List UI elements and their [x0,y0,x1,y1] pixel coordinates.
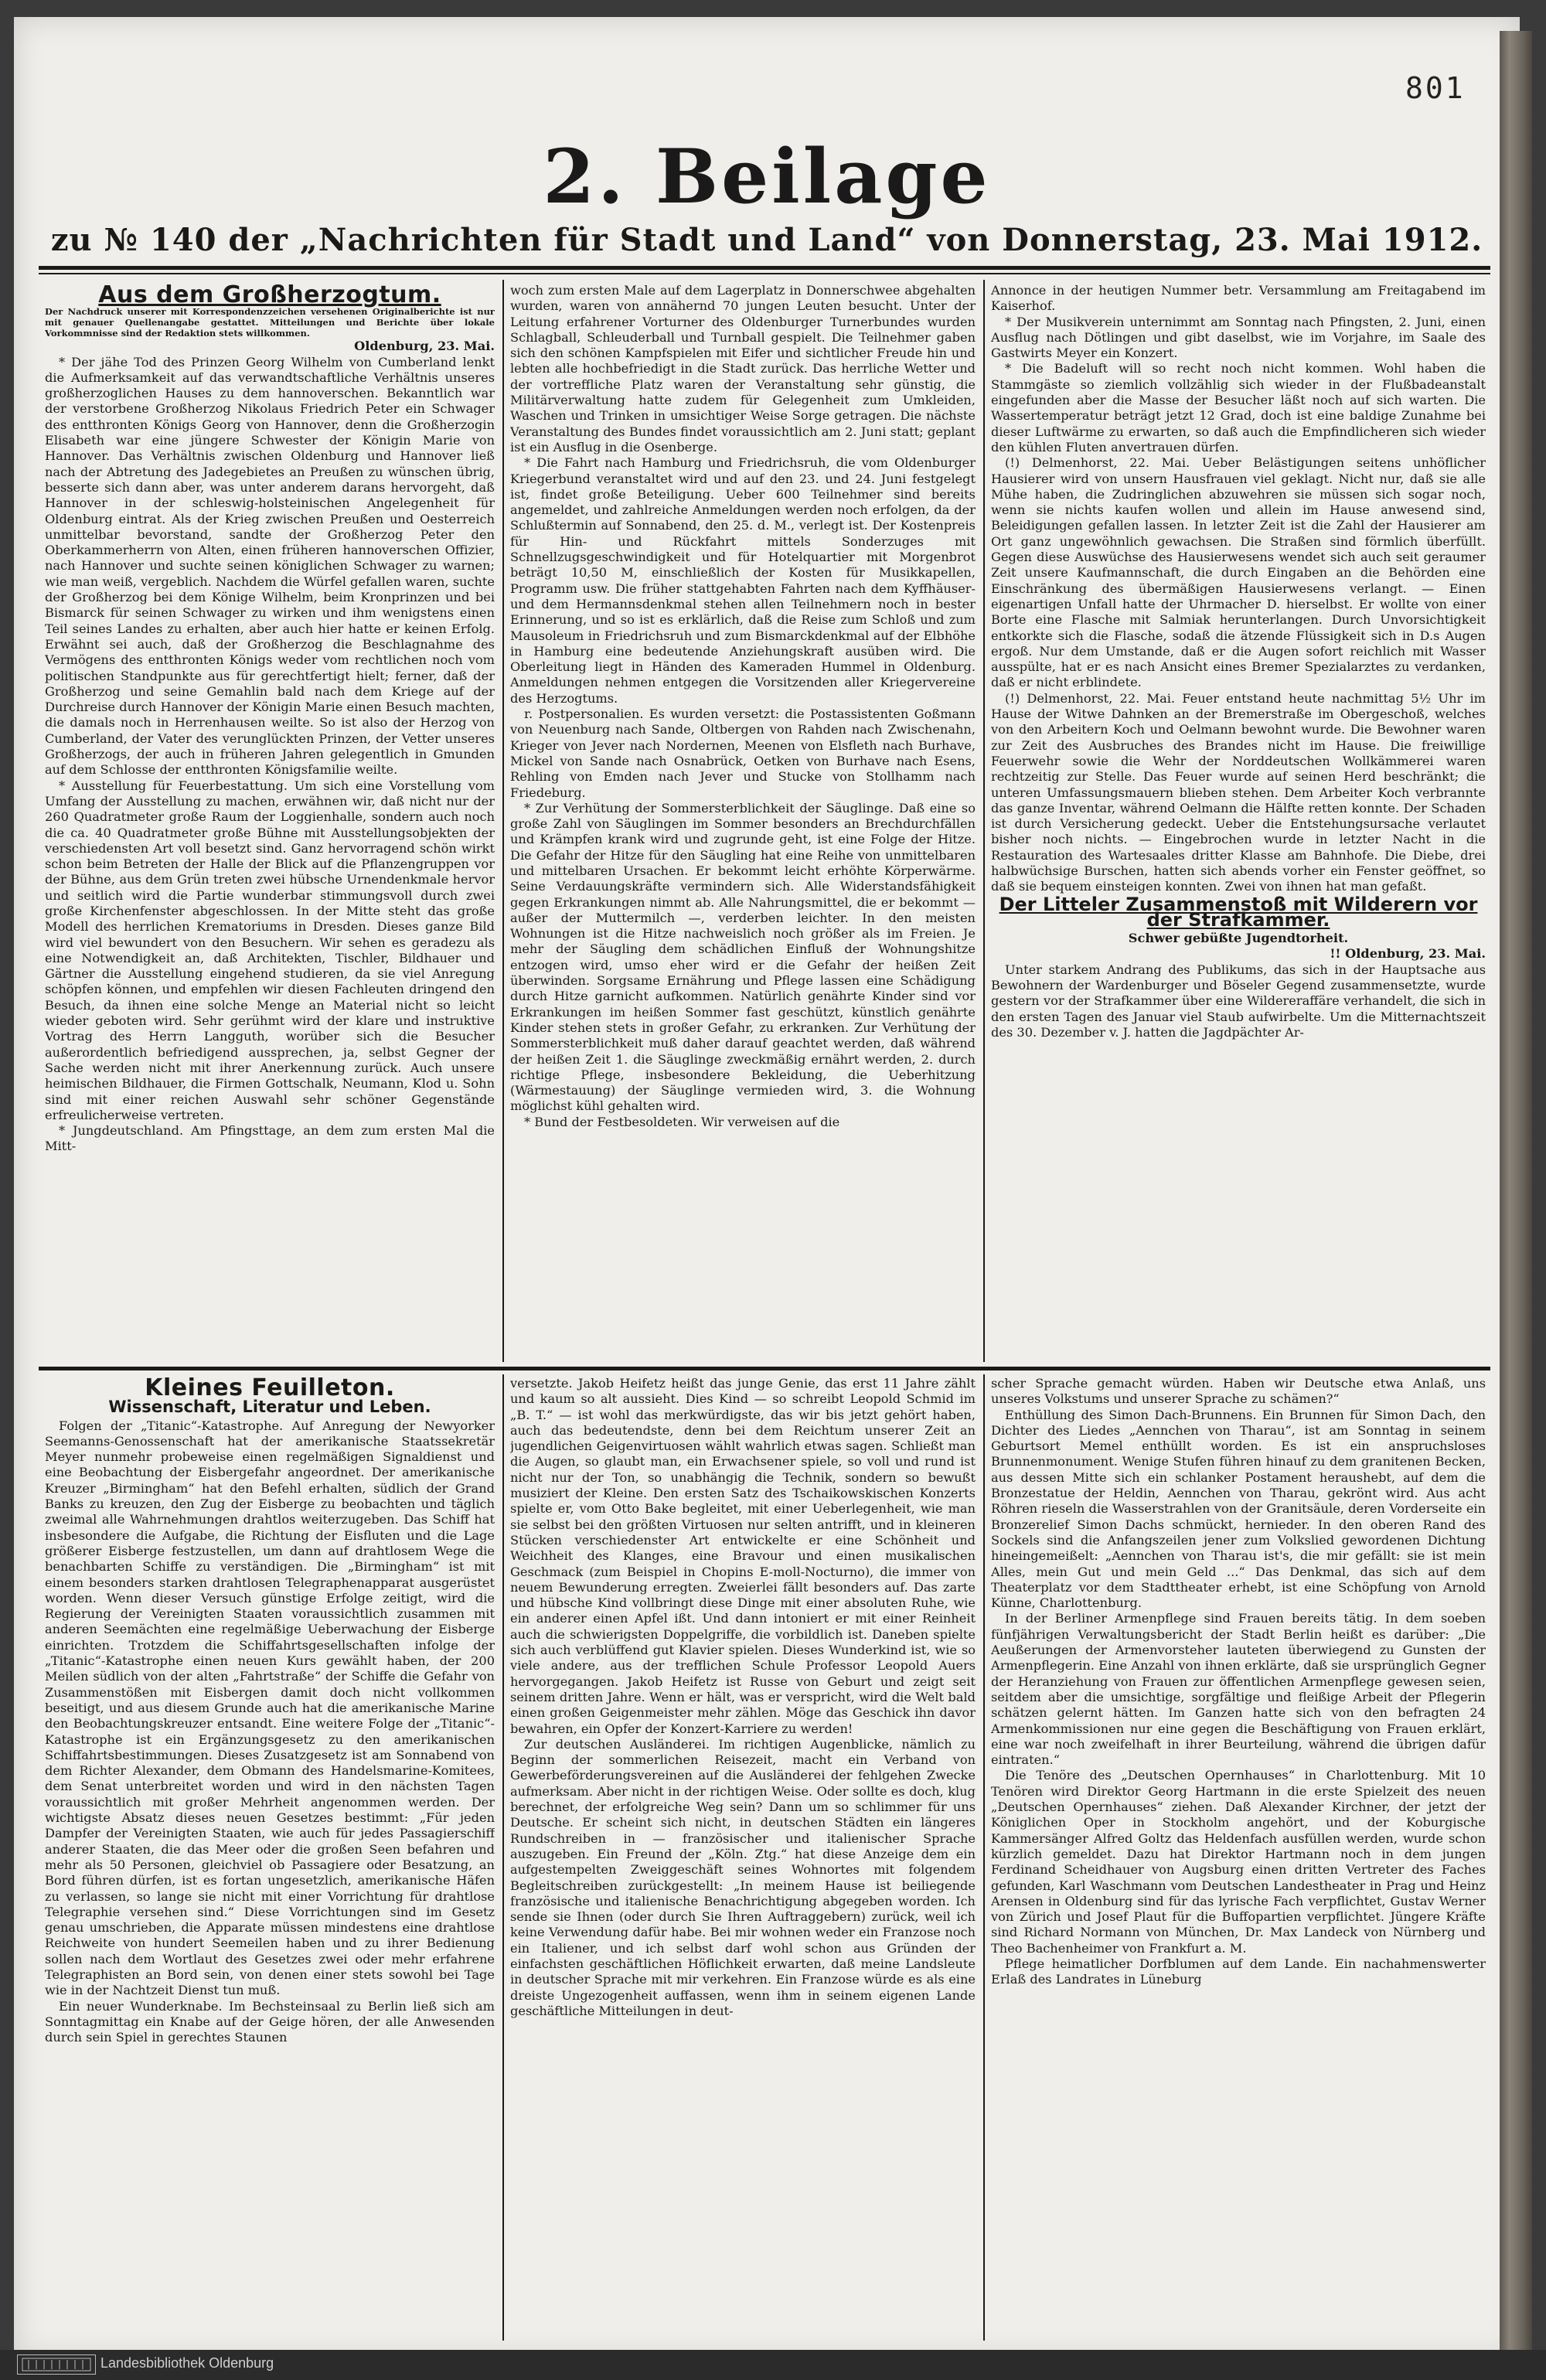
library-label: Landesbibliothek Oldenburg [100,2355,274,2371]
feuilleton-rule [39,1367,1490,1370]
dateline: Oldenburg, 23. Mai. [354,339,495,354]
page-edge [1500,31,1532,2350]
article-dorfblumen: Pflege heimatlicher Dorfblumen auf dem Lande. Ein nachahmenswerter Erlaß des Landrates in Lüneburg [991,1956,1486,1987]
article-hamburg-fahrt: * Die Fahrt nach Hamburg und Friedrichsruh, die vom Oldenburger Kriegerbund veranstaltet wird und auf den 23. und 24. Juni festgelegt ist, findet große Beteiligung. Ueber 600 Teilnehmer sind bereits angemeldet, und zahlreiche Anmeldungen werden noch erfolgen, da der Schlußtermin auf Sonnabend, den 25. d. M., verlegt ist. Der Kostenpreis für Hin- und Rückfahrt mittels Sonderzuges mit Schnellzugsgeschwindigkeit und für Hotelquartier mit Morgenbrot beträgt 10,50 M, einschließlich der Kosten für Musikkapellen, Programm usw. Die früher stattgehabten Fahrten nach dem Kyffhäuser- und dem Hermannsdenkmal stehen allen Teilnehmern noch in bester Erinnerung, und so ist es erklärlich, daß die Reise zum Schloß und zum Mausoleum in Friedrichsruh und zum Bismarckdenkmal auf der Elbhöhe in Hamburg eine bedeutende Anziehungskraft ausüben wird. Die Oberleitung liegt in Händen des Kameraden Hummel in Oldenburg. Anmeldungen nehmen entgegen die Vorsitzenden aller Kriegervereine des Herzogtums. [510,455,976,706]
supplement-subtitle: zu № 140 der „Nachrichten für Stadt und Land“ von Donnerstag, 23. Mai 1912. [50,222,1483,258]
article-jungdeutschland: * Jungdeutschland. Am Pfingsttage, an dem zum ersten Mal die Mitt- [45,1123,495,1154]
column-divider [502,1374,504,2341]
article-badeluft: * Die Badeluft will so recht noch nicht kommen. Wohl haben die Stammgäste so ziemlich vollzählig sich wieder in der Flußbadeanstalt eingefunden aber die Masse der Besucher läßt noch auf sich warten. Die Wassertemperatur beträgt jetzt 12 Grad, doch ist eine baldige Zunahme bei dieser Luftwärme zu erwarten, so daß auch die Empfindlicheren sich wieder den kühlen Fluten anvertrauen dürfen. [991,361,1486,455]
article-titanic: Folgen der „Titanic“-Katastrophe. Auf Anregung der Newyorker Seemanns-Genossenschaft hat der amerikanische Staatssekretär Meyer nunmehr probeweise einen regelmäßigen Signaldienst und eine Beobachtung der Eisbergefahr angeordnet. Der amerikanische Kreuzer „Birmingham“ hat den Befehl erhalten, südlich der Grand Banks zu kreuzen, den Zug der Eisberge zu beobachten und täglich zweimal alle Wahrnehmungen drahtlos weiterzugeben. Das Schiff hat insbesondere die Aufgabe, die Richtung der Eisfluten und die Lage größerer Eisberge festzustellen, um dann auf drahtlosem Wege die benachbarten Schiffe zu verständigen. Die „Birmingham“ ist mit einem besonders starken drahtlosen Telegraphenapparat ausgerüstet worden. Wenn dieser Versuch günstige Erfolge zeitigt, wird die Regierung der Vereinigten Staaten voraussichtlich zusammen mit anderen Seemächten eine regelmäßige Ueberwachung der Eisberge einrichten. Trotzdem die Schiffahrtsgesellschaften infolge der „Titanic“-Katastrophe einen neuen Kurs gewählt haben, der 200 Meilen südlich von der alten „Fahrtstraße“ der Schiffe die Gefahr von Zusammenstößen mit Eisbergen damit doch nicht vollkommen beseitigt, und aus diesem Grunde auch hat die amerikanische Marine den Beobachtungskreuzer entsandt. Eine weitere Folge der „Titanic“-Katastrophe ist ein Ergänzungsgesetz zu den amerikanischen Schiffahrtsbestimmungen. Dieses Zusatzgesetz ist am Sonnabend von dem Richter Alexander, dem Obmann des Handelsmarine-Komitees, dem Senat unterbreitet worden und wird in den nächsten Tagen voraussichtlich mit großer Mehrheit angenommen werden. Der wichtigste Absatz dieses neuen Gesetzes bestimmt: „Für jeden Dampfer der Vereinigten Staaten, wie auch für jedes Passagierschiff anderer Staaten, die das Meer oder die großen Seen befahren und mehr als 50 Personen, gleichviel ob Passagiere oder Besatzung, an Bord führen dürfen, ist es fortan ungesetzlich, amerikanische Häfen zu verlassen, so lange sie nicht mit einer Vorrichtung für drahtlose Telegraphie versehen sind.“ Diese Vorrichtungen sind im Gesetz genau umschrieben, die Apparate müssen mindestens eine drahtlose Reichweite von hundert Seemeilen haben und zu ihrer Bedienung sollen nach dem Wortlaut des Gesetzes zwei oder mehr erfahrene Telegraphisten an Bord sein, von denen einer stets sowohl bei Tage wie in der Nachtzeit Dienst tun muß. [45,1418,495,1998]
article-auslaenderei-cont: scher Sprache gemacht würden. Haben wir Deutsche etwa Anlaß, uns unseres Volkstums und unserer Sprache zu schämen?“ [991,1376,1486,1407]
article-annonce: Annonce in der heutigen Nummer betr. Versammlung am Freitagabend im Kaiserhof. [991,283,1486,314]
article-delmenhorst-feuer: (!) Delmenhorst, 22. Mai. Feuer entstand heute nachmittag 5½ Uhr im Hause der Witwe Dahnken an der Bremerstraße im Obergeschoß, welches von den Arbeitern Koch und Oelmann bewohnt wurde. Die Bewohner waren zur Zeit des Ausbruches des Brandes nicht im Hause. Die freiwillige Feuerwehr sowie die Wehr der Norddeutschen Wollkämmerei waren rechtzeitig zur Stelle. Das Feuer wurde auf seinen Herd beschränkt; die unteren Umfassungsmauern blieben stehen. Dem Arbeiter Koch verbrannte das ganze Inventar, während Oelmann die Hälfte retten konnte. Der Schaden ist durch Versicherung gedeckt. Ueber die Entstehungsursache verlautet bisher noch nichts. — Eingebrochen wurde in letzter Nacht in die Restauration des Wartesaales dritter Klasse am Bahnhofe. Die Diebe, drei halbwüchsige Burschen, hatten sich abends vorher ein Fenster geöffnet, so daß sie bequem einsteigen konnten. Zwei von ihnen hat man gefaßt. [991,690,1486,894]
feuilleton-column-1 [45,1376,495,2334]
feuilleton-column-2 [510,1376,976,2334]
column-1 [45,283,495,1364]
feuilleton-column-3 [991,1376,1486,2334]
column-3 [991,283,1486,1364]
article-heading-wilderer: Der Litteler Zusammenstoß mit Wilderern vor der Strafkammer. [999,893,1478,931]
feuilleton-heading: Kleines Feuilleton. [145,1376,395,1401]
article-armenpflege: In der Berliner Armenpflege sind Frauen bereits tätig. In dem soeben fünfjährigen Verwaltungsbericht der Stadt Berlin heißt es darüber: „Die Aeußerungen der Armenvorsteher lauteten überwiegend zu Gunsten der Armenpflegerin. Eine Anzahl von ihnen erklärte, daß sie ursprünglich Gegner der Heranziehung von Frauen zur öffentlichen Armenpflege gewesen seien, seitdem aber die umsichtige, sorgfältige und fleißige Arbeit der Pflegerin schätzen gelernt hätten. Im Ganzen hatte sich von den befragten 24 Armenkommissionen nur eine gegen die Beschäftigung von Frauen erklärt, eine war noch zweifelhaft in ihrer Beurteilung, während die übrigen dafür eintraten.“ [991,1611,1486,1768]
article-wilderer: Unter starkem Andrang des Publikums, das sich in der Hauptsache aus Bewohnern der Wardenburger und Böseler Gegend zusammensetzte, wurde gestern vor der Strafkammer über eine Wildereraffäre verhandelt, die sich in den ersten Tagen des Januar viel Staub aufwirbelte. Um die Mitternachtszeit des 30. Dezember v. J. hatten die Jagdpächter Ar- [991,962,1486,1040]
article-wunderknabe: Ein neuer Wunderknabe. Im Bechsteinsaal zu Berlin ließ sich am Sonntagmittag ein Knabe auf der Geige hören, der alle Anwesenden durch sein Spiel in gerechtes Staunen [45,1998,495,2045]
article-saeuglinge: * Zur Verhütung der Sommersterblichkeit der Säuglinge. Daß eine so große Zahl von Säuglingen im Sommer besonders an Brechdurchfällen und Krämpfen krank wird und zugrunde geht, ist eine Folge der Hitze. Die Gefahr der Hitze für den Säugling hat eine Reihe von unmittelbaren und mittelbaren Ursachen. Er bekommt leicht erhöhte Körperwärme. Seine Verdauungskräfte vermindern sich. Alle Widerstandsfähigkeit gegen Erkrankungen nimmt ab. Alle Nahrungsmittel, die er bekommt — außer der Muttermilch —, verderben leichter. In den meisten Wohnungen ist die Hitze nachweislich noch größer als im Freien. Je mehr der Säugling dem schädlichen Einfluß der Wohnungshitze entzogen wird, umso eher wird er die Gefahr der heißen Zeit überwinden. Sorgsame Ernährung und Pflege lassen eine Schädigung durch Hitze garnicht aufkommen. Natürlich genährte Kinder sind vor Erkrankungen im heißen Sommer fast geschützt, künstlich genährte Kinder stehen stets in großer Gefahr, zu erkranken. Zur Verhütung der Sommersterblichkeit muß daher darauf geachtet werden, daß während der heißen Zeit 1. die Säuglinge zweckmäßig ernährt werden, 2. durch richtige Pflege, insbesondere Bekleidung, die Ueberhitzung (Wärmestauung) der Säuglinge vermieden wird, 3. die Wohnung möglichst kühl gehalten wird. [510,800,976,1114]
article-festbesoldete: * Bund der Festbesoldeten. Wir verweisen auf die [524,1114,840,1129]
article-subheading: Schwer gebüßte Jugendtorheit. [1128,931,1349,946]
dateline: !! Oldenburg, 23. Mai. [1330,946,1486,962]
article-simon-dach: Enthüllung des Simon Dach-Brunnens. Ein Brunnen für Simon Dach, den Dichter des Liedes „Aennchen von Tharau“, ist am Sonntag in seinem Geburtsort Memel enthüllt worden. Es ist ein anspruchsloses Brunnenmonument. Wenige Stufen führen hinauf zu dem granitenen Becken, aus dessen Mitte sich ein schlanker Postament heraushebt, auf dem die Bronzestatue der Heldin, Aennchen von Tharau, gekrönt wird. Aus acht Röhren rieseln die Wasserstrahlen von der Granitsäule, deren Vorderseite ein Bronzerelief Simon Dachs schmückt, hernieder. In den oberen Rand des Sockels sind die Anfangszeilen jener zum Volkslied gewordenen Dichtung hineingemeißelt: „Aennchen von Tharau ist's, die mir gefällt: sie ist mein Alles, mein Gut und mein Geld ...“ Das Denkmal, das sich auf dem Theaterplatz vor dem Stadttheater erhebt, ist eine Schöpfung von Arnold Künne, Charlottenburg. [991,1407,1486,1611]
article-cumberland: * Der jähe Tod des Prinzen Georg Wilhelm von Cumberland lenkt die Aufmerksamkeit auf das verwandtschaftliche Verhältnis unseres großherzoglichen Hauses zu dem hannoverschen. Bekanntlich war der verstorbene Großherzog Nikolaus Friedrich Peter ein Schwager des entthronten Königs Georg von Hannover, denn die Großherzogin Elisabeth war eine jüngere Schwester der Königin Marie von Hannover. Das Verhältnis zwischen Oldenburg und Hannover ließ nach der Abtretung des Jadegebietes an Preußen zu wünschen übrig, besserte sich dann aber, was unter anderem darans hervorgeht, daß Hannover in der schleswig-holsteinischen Angelegenheit für Oldenburg eintrat. Als der Krieg zwischen Preußen und Oesterreich unmittelbar bevorstand, sandte der Großherzog Peter den Oberkammerherrn von Alten, einen früheren hannoverschen Offizier, nach Hannover und suchte seinen königlichen Schwager zu warnen; wie man weiß, vergeblich. Nachdem die Würfel gefallen waren, suchte der Großherzog bei dem Könige Wilhelm, beim Kronprinzen und bei Bismarck für seinen Schwager zu wirken und ihm wenigstens einen Teil seines Landes zu erhalten, aber auch hier hatte er keinen Erfolg. Erwähnt sei auch, daß der Großherzog die Beschlagnahme des Vermögens des entthronten Königs weder vom rechtlichen noch vom politischen Standpunkte aus für gerechtfertigt hielt; ferner, daß der Großherzog und seine Gemahlin bald nach dem Kriege auf der Durchreise durch Hannover der Königin Marie einen Besuch machten, die damals noch in Herrenhausen weilte. So ist also der Herzog von Cumberland, der Vater des verunglückten Prinzen, der Vetter unseres Großherzogs, der auch in früheren Jahren gelegentlich in Gmunden auf dem Schlosse der entthronten Königsfamilie weilte. [45,354,495,778]
header-rule-thin [39,273,1490,274]
column-divider [983,280,985,1362]
header-rule [39,266,1490,270]
page-number: 801 [1405,71,1466,105]
library-logo-icon [17,2354,96,2375]
article-tenoere: Die Tenöre des „Deutschen Opernhauses“ in Charlottenburg. Mit 10 Tenören wird Direktor Georg Hartmann in die erste Spielzeit des neuen „Deutschen Opernhauses“ ziehen. Daß Alexander Kirchner, der jetzt der Königlichen Oper in Stockholm angehört, und der Koburgische Kammersänger Alfred Goltz das Heldenfach ausfüllen werden, wurde schon kürzlich gemeldet. Dazu hat Direktor Hartmann noch in dem jungen Ferdinand Scheidhauer von Augsburg einen dritten Vertreter des Faches gefunden, Karl Waschmann vom Deutschen Landestheater in Prag und Heinz Arensen in Oldenburg sind für das lyrische Fach verpflichtet, Gustav Werner von Zürich und Josef Plaut für die Buffopartien verpflichtet. Jüngere Kräfte sind Richard Normann von München, Dr. Max Landeck von Nürnberg und Theo Bachenheimer von Frankfurt a. M. [991,1768,1486,1956]
reprint-notice: Der Nachdruck unserer mit Korrespondenzzeichen versehenen Originalberichte ist nur mit genauer Quellenangabe gestattet. Mitteilungen und Berichte über lokale Vorkommnisse sind der Redaktion stets willkommen. [45,306,495,339]
column-divider [502,280,504,1362]
newspaper-page [14,17,1520,2359]
section-heading: Aus dem Großherzogtum. [98,283,441,308]
article-musikverein: * Der Musikverein unternimmt am Sonntag nach Pfingsten, 2. Juni, einen Ausflug nach Dötlingen und gibt daselbst, wie im Vorjahre, im Saale des Gastwirts Meyer ein Konzert. [991,314,1486,361]
feuilleton-subheading: Wissenschaft, Literatur und Leben. [108,1398,431,1417]
column-divider [983,1374,985,2341]
supplement-title: 2. Beilage [543,133,991,220]
article-postpersonalien: r. Postpersonalien. Es wurden versetzt: die Postassistenten Goßmann von Neuenburg nach Sande, Oltbergen von Rahden nach Zwischenahn, Krieger von Jever nach Nordernen, Meenen von Elsfleth nach Burhave, Mickel von Sande nach Osnabrück, Oetken von Burhave nach Esens, Rehling von Emden nach Jever und Stucke von Stollhamm nach Friedeburg. [510,707,976,800]
article-feuerbestattung: * Ausstellung für Feuerbestattung. Um sich eine Vorstellung vom Umfang der Ausstellung zu machen, erwähnen wir, daß nicht nur der 260 Quadratmeter große Raum der Loggienhalle, sondern auch noch die ca. 40 Quadratmeter große Bühne mit Ausstellungsobjekten der verschiedensten Art voll besetzt sind. Ganz hervorragend schön wirkt schon beim Betreten der Halle der Blick auf die Pflanzengruppen vor der Bühne, aus dem Grün treten zwei hübsche Urnendenkmale hervor und seitlich wird die Partie wunderbar stimmungsvoll durch zwei große Kirchenfenster abgeschlossen. In der Mitte steht das große Modell des herrlichen Krematoriums in Dresden. Dieses ganze Bild wird viel bewundert von den Besuchern. Wir sehen es geradezu als eine Notwendigkeit an, daß Architekten, Tischler, Bildhauer und Gärtner die Ausstellung eingehend studieren, da sie viel Anregung schöpfen können, und empfehlen wir diesen Fachleuten dringend den Besuch, da ihnen eine solche Menge an Material nicht so leicht wieder geboten wird. Sehr gerühmt wird der klare und instruktive Vortrag des Herrn Langguth, worüber sich die Besucher außerordentlich befriedigend aussprechen, ja, selbst Gegner der Sache werden nicht mit ihrer Anerkennung zurück. Auch unsere heimischen Bildhauer, die Firmen Gottschalk, Neumann, Klod u. Sohn sind mit einer reichen Auswahl sehr schöner Gegenstände erfreulicherweise vertreten. [45,778,495,1122]
article-auslaenderei: Zur deutschen Ausländerei. Im richtigen Augenblicke, nämlich zu Beginn der sommerlichen Reisezeit, macht ein Verband von Gewerbeförderungsvereinen auf die Ausländerei der fehlgehen Zwecke aufmerksam. Aber nicht in der richtigen Weise. Oder sollte es doch, klug berechnet, der erfolgreiche Weg sein? Dann um so schlimmer für uns Deutsche. Er scheint sich nicht, in deutschen Städten ein längeres Rundschreiben in — französischer und italienischer Sprache auszugeben. Ein Freund der „Köln. Ztg.“ hat diese Anzeige dem ein aufgestempelten Zweiggeschäft seines Wohnortes mit folgendem Begleitschreiben zurückgestellt: „In meinem Hause ist beiliegende französische und italienische Benachrichtigung abgegeben worden. Ich sende sie Ihnen (oder durch Sie Ihren Auftraggebern) zurück, weil ich keine Verwendung dafür habe. Bei mir wohnen weder ein Franzose noch ein Italiener, und ich selbst darf wohl schon aus Gründen der einfachsten geschäftlichen Höflichkeit erwarten, daß meine Landsleute in deutscher Sprache mit mir verkehren. Ein Franzose würde es als eine dreiste Ungezogenheit auffassen, wenn ihm in seinem eigenen Lande geschäftliche Mitteilungen in deut- [510,1736,976,2018]
column-2 [510,283,976,1364]
article-jungdeutschland-cont: woch zum ersten Male auf dem Lagerplatz in Donnerschwee abgehalten wurden, waren von annähernd 70 jungen Leuten besucht. Unter der Leitung erfahrener Vorturner des Oldenburger Turnerbundes wurden Schlagball, Schleuderball und Turnball gespielt. Die Teilnehmer gaben sich den schönen Kampfspielen mit Eifer und sichtlicher Freude hin und lebten alle hochbefriedigt in die Stadt zurück. Das herrliche Wetter und der vortreffliche Platz waren der Veranstaltung sehr günstig, die Militärverwaltung hatte zudem für Gelegenheit zum Umkleiden, Waschen und Trinken in umsichtiger Weise Sorge getragen. Die nächste Veranstaltung des Bundes findet voraussichtlich am 2. Juni statt; geplant ist ein Ausflug in die Osenberge. [510,283,976,455]
article-delmenhorst-hausierer: (!) Delmenhorst, 22. Mai. Ueber Belästigungen seitens unhöflicher Hausierer wird von unsern Hausfrauen viel geklagt. Nicht nur, daß sie alle Mühe haben, die Zudringlichen abzuwehren sie müssen sich sogar noch, wenn sie nichts kaufen wollen und allein im Hause anwesend sind, Beleidigungen gefallen lassen. In letzter Zeit ist die Zahl der Hausierer am Ort ganz ungewöhnlich gewachsen. Die Straßen sind förmlich überfüllt. Gegen diese Auswüchse des Hausierwesens wendet sich auch seit geraumer Zeit unsere Kaufmannschaft, die durch Eingaben an die Behörden eine Einschränkung des übermäßigen Hausierwesens verlangt. — Einen eigenartigen Unfall hatte der Uhrmacher D. hierselbst. Er wollte von einer Borte eine Flasche mit Salmiak herunterlangen. Durch Unvorsichtigkeit entkorkte sich die Flasche, sodaß die ätzende Flüssigkeit sich in D.s Augen ergoß. Nur dem Umstande, daß er die Augen sofort reichlich mit Wasser ausspülte, hat er es nach Ansicht eines Bremer Spezialarztes zu verdanken, daß er nicht erblindete. [991,455,1486,690]
article-wunderknabe-cont: versetzte. Jakob Heifetz heißt das junge Genie, das erst 11 Jahre zählt und kaum so alt aussieht. Dies Kind — so schreibt Leopold Schmid im „B. T.“ — ist wohl das merkwürdigste, das wir bis jetzt gehört haben, auch das bedeutendste, denn bei dem Reichtum unserer Zeit an jugendlichen Geigenvirtuosen wählt wahrlich etwas sagen. Schließt man die Augen, so glaubt man, ein Erwachsener spiele, so voll und rund ist nicht nur der Ton, so unabhängig die Technik, sondern so bewußt musiziert der Kleine. Den ersten Satz des Tschaikowskischen Konzerts spielte er, vom Otto Bake begleitet, mit einer Ueberlegenheit, wie man sie selbst bei den größten Virtuosen nur selten antrifft, und in kleineren Stücken verschiedenster Art entwickelte er eine Schönheit und Weichheit des Klanges, eine Bravour und einen musikalischen Geschmack (zum Beispiel in Chopins E-moll-Nocturno), die immer von neuem Bewunderung erregten. Zweierlei fällt besonders auf. Das zarte und hübsche Kind vollbringt diese Dinge mit einer absoluten Ruhe, wie ein anderer einen Apfel ißt. Und dann intoniert er mit einer Reinheit auch die schwierigsten Doppelgriffe, die vorbildlich ist. Daneben spielte sich auch verblüffend gut Klavier spielen. Dieses Wunderkind ist, wie so viele andere, aus der trefflichen Schule Professor Leopold Auers hervorgegangen. Jakob Heifetz ist Russe von Geburt und zeigt seit seinem dritten Jahre. Wenn er hält, was er verspricht, wird die Welt bald einen großen Geigenmeister mehr zählen. Möge das Geschick ihn davor bewahren, ein Opfer der Konzert-Karriere zu werden! [510,1376,976,1736]
